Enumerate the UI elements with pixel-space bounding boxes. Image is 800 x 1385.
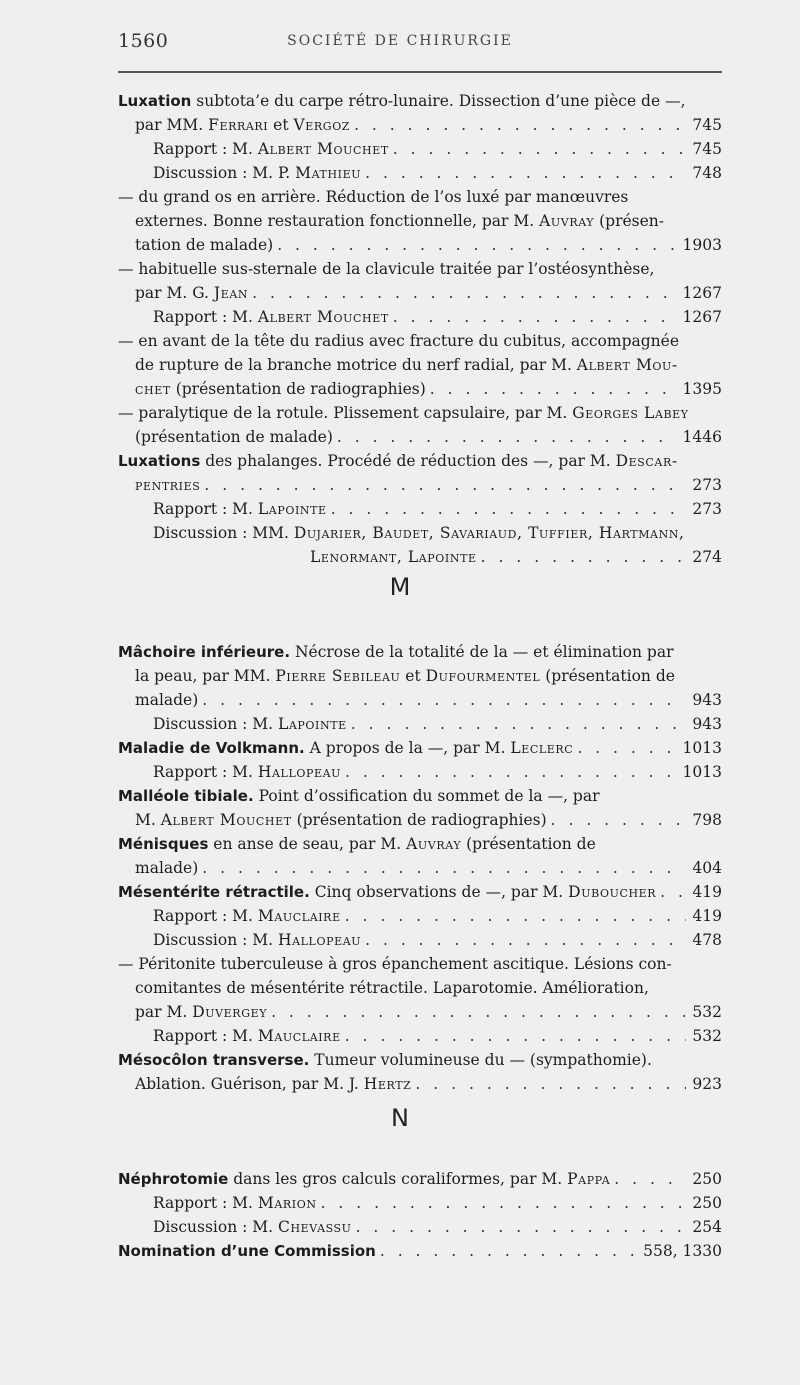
discussion-line: Discussion : M. Chevassu . . . 254 (153, 1215, 722, 1239)
entry-line: tation de malade) . . . 1903 (135, 233, 722, 257)
entry-line: malade) . . . 943 (135, 688, 722, 712)
entry-line: par M. Duvergey . . . 532 (135, 1000, 722, 1024)
entry-nephrotomie: Néphrotomie dans les gros calculs coraliformes, par M. Pappa . . . 250 (118, 1167, 722, 1191)
entry-line: pentries . . . 273 (135, 473, 722, 497)
subentry-radius: — en avant de la tête du radius avec fracture du cubitus, accompagnée (118, 332, 679, 350)
entry-volkmann: Maladie de Volkmann. A propos de la —, par M. Leclerc . . . 1013 (118, 736, 722, 760)
entry-line: comitantes de mésentérite rétractile. Laparotomie. Amélioration, (135, 979, 649, 997)
discussion-line: Discussion : M. Hallopeau . . . 478 (153, 928, 722, 952)
rapport-line: Rapport : M. Lapointe . . . 273 (153, 497, 722, 521)
page-ref: 748 (692, 164, 722, 182)
page-ref: 250 (692, 1194, 722, 1212)
entry-mesenterite: Mésentérite rétractile. Cinq observations de —, par M. Duboucher . . . 419 (118, 880, 722, 904)
entry-line: chet (présentation de radiographies) . . . 1395 (135, 377, 722, 401)
entry-mesocolon: Mésocôlon transverse. Tumeur volumineuse du — (sympathomie). (118, 1051, 652, 1069)
entry-line: M. Albert Mouchet (présentation de radiographies) . . . 798 (135, 808, 722, 832)
rapport-line: Rapport : M. Mauclaire . . . 419 (153, 904, 722, 928)
entry-line: externes. Bonne restauration fonctionnelle, par M. Auvray (présen- (135, 212, 664, 230)
page-ref: 1013 (682, 739, 722, 757)
discussion-line: Discussion : M. P. Mathieu . . . 748 (153, 161, 722, 185)
page-ref: 943 (692, 691, 722, 709)
page-ref: 273 (692, 476, 722, 494)
entry-line: de rupture de la branche motrice du nerf radial, par M. Albert Mou- (135, 356, 678, 374)
rapport-line: Rapport : M. Albert Mouchet . . . 745 (153, 137, 722, 161)
page-ref: 1446 (682, 428, 722, 446)
page-ref: 1395 (682, 380, 722, 398)
page-number: 1560 (118, 30, 169, 52)
header-rule (118, 71, 722, 73)
page-ref: 274 (692, 548, 722, 566)
entry-line: (présentation de malade) . . . 1446 (135, 425, 722, 449)
page-ref: 1267 (682, 308, 722, 326)
subentry-clavicule: — habituelle sus-sternale de la clavicule traitée par l’ostéosynthèse, (118, 260, 655, 278)
page-ref: 404 (692, 859, 722, 877)
entry-line: malade) . . . 404 (135, 856, 722, 880)
entry-line: par M. G. Jean . . . 1267 (135, 281, 722, 305)
rapport-line: Rapport : M. Marion . . . 250 (153, 1191, 722, 1215)
discussion-line: Discussion : M. Lapointe . . . 943 (153, 712, 722, 736)
rapport-line: Rapport : M. Mauclaire . . . 532 (153, 1024, 722, 1048)
entry-line: la peau, par MM. Pierre Sebileau et Dufourmentel (présentation de (135, 667, 675, 685)
page-ref: 1267 (682, 284, 722, 302)
entry-luxations-phalanges: Luxations des phalanges. Procédé de réduction des —, par M. Descar- (118, 452, 678, 470)
page-ref: 478 (692, 931, 722, 949)
entry-menisques: Ménisques en anse de seau, par M. Auvray (présentation de (118, 835, 596, 853)
entry-luxation-carpe: Luxation subtota’e du carpe rétro-lunaire. Dissection d’une pièce de —, (118, 92, 686, 110)
entry-line: par MM. Ferrari et Vergoz . . . 745 (135, 113, 722, 137)
page-ref: 798 (692, 811, 722, 829)
subentry-rotule: — paralytique de la rotule. Plissement capsulaire, par M. Georges Labey (118, 404, 689, 422)
subentry-grand-os: — du grand os en arrière. Réduction de l’os luxé par manœuvres (118, 188, 629, 206)
discussion-line: Lenormant, Lapointe . . . 274 (310, 545, 722, 569)
page-ref: 943 (692, 715, 722, 733)
rapport-line: Rapport : M. Albert Mouchet . . . 1267 (153, 305, 722, 329)
entry-machoire: Mâchoire inférieure. Nécrose de la totalité de la — et élimination par (118, 643, 674, 661)
page-ref: 1903 (682, 236, 722, 254)
entry-nomination: Nomination d’une Commission . . . 558, 1330 (118, 1239, 722, 1263)
page-ref: 250 (692, 1170, 722, 1188)
entry-line: Ablation. Guérison, par M. J. Hertz . . . 923 (135, 1072, 722, 1096)
page-ref: 745 (692, 140, 722, 158)
running-title: SOCIÉTÉ DE CHIRURGIE (287, 33, 513, 49)
page-ref: 419 (692, 883, 722, 901)
page-ref: 419 (692, 907, 722, 925)
page-ref: 254 (692, 1218, 722, 1236)
entry-malleole: Malléole tibiale. Point d’ossification du sommet de la —, par (118, 787, 600, 805)
page-ref: 745 (692, 116, 722, 134)
section-letter-n: N (391, 1104, 409, 1132)
page-ref: 532 (692, 1003, 722, 1021)
section-letter-m: M (389, 573, 411, 601)
page-ref: 532 (692, 1027, 722, 1045)
page-ref: 273 (692, 500, 722, 518)
page-ref: 923 (692, 1075, 722, 1093)
discussion-line: Discussion : MM. Dujarier, Baudet, Savariaud, Tuffier, Hartmann, (153, 524, 685, 542)
rapport-line: Rapport : M. Hallopeau . . . 1013 (153, 760, 722, 784)
subentry-peritonite: — Péritonite tuberculeuse à gros épanchement ascitique. Lésions con- (118, 955, 672, 973)
page-ref: 558, 1330 (643, 1242, 722, 1260)
page-ref: 1013 (682, 763, 722, 781)
